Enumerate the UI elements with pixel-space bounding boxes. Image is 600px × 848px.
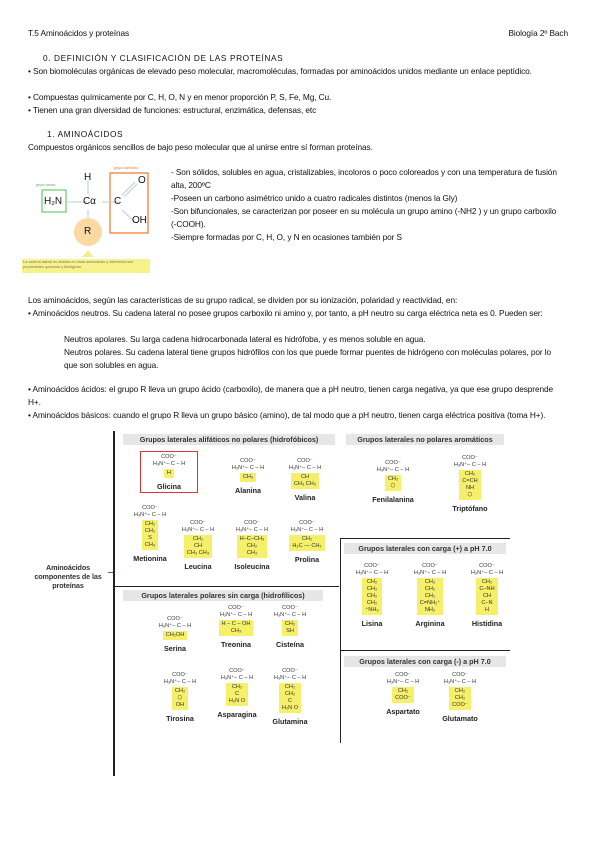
amino-acid-name: Glutamato — [442, 714, 478, 723]
side-chain-highlight — [291, 473, 319, 489]
amino-group-label: grupo amino — [36, 183, 56, 187]
alpha-carbon-group: H₃N⁺– C – H — [163, 679, 197, 685]
amino-acid-17 — [457, 563, 517, 627]
alpha-carbon-group: H₃N⁺– C – H — [231, 465, 265, 471]
amino-acid-7 — [145, 616, 205, 652]
side-chain-highlight — [164, 469, 174, 478]
side-chain-line: CH₂ — [284, 684, 296, 690]
side-chain-highlight — [163, 631, 188, 640]
atom-oh: OH — [132, 215, 147, 226]
property-2: -Poseen un carbono asimétrico unido a cuatro radicales distintos (menos la Gly) — [171, 193, 458, 203]
side-chain-line: CH₃ — [230, 628, 242, 634]
side-chain-line: ⬡ — [390, 483, 396, 489]
amino-acid-6 — [277, 520, 337, 563]
carboxylate-group: COO⁻ — [167, 616, 183, 622]
side-chain-line: CH₃ — [242, 474, 254, 480]
panel-aliphatic-title: Grupos laterales alifáticos no polares (hidrofóbicos) — [123, 434, 335, 445]
table-divider — [340, 650, 510, 651]
side-chain-highlight — [240, 473, 256, 482]
carboxylate-group: COO⁻ — [385, 460, 401, 466]
side-chain-line: CH — [300, 474, 310, 480]
carboxylate-group: COO⁻ — [479, 563, 495, 569]
carboxylate-group: COO⁻ — [229, 668, 245, 674]
alpha-carbon-group: H₃N⁺– C – H — [443, 679, 477, 685]
side-chain-note: La cadena lateral es distinta en cada aminoácido y determina sus propiedades químicas y biológicas — [23, 260, 134, 269]
carboxylate-group: COO⁻ — [161, 454, 177, 460]
side-chain-line: CH₂ — [284, 621, 296, 627]
side-chain-line: H₂C — CH₂ — [292, 543, 322, 549]
side-chain-line: H–C–CH₃ — [239, 536, 265, 542]
carboxylate-group: COO⁻ — [142, 505, 158, 511]
carboxylate-group: COO⁻ — [364, 563, 380, 569]
panel-negative-title: Grupos laterales con carga (-) a pH 7.0 — [344, 656, 506, 667]
side-chain-line: SH — [286, 628, 294, 634]
panel-aromatic-title: Grupos laterales no polares aromáticos — [346, 434, 504, 445]
carboxylate-group: COO⁻ — [299, 520, 315, 526]
table-divider — [340, 538, 341, 743]
amino-acid-name: Leucina — [184, 562, 212, 571]
side-chain-line: ⬡ — [467, 492, 473, 498]
alpha-carbon-group: H₃N⁺– C – H — [413, 570, 447, 576]
amino-acid-name: Serina — [164, 644, 186, 653]
header-course: Biología 2º Bach — [508, 28, 568, 38]
amino-acid-13 — [363, 460, 423, 503]
side-chain-highlight — [142, 520, 158, 550]
amino-acid-name: Arginina — [415, 619, 445, 628]
acidic-aa-text: • Aminoácidos ácidos: el grupo R lleva un grupo ácido (carboxilo), de manera que a pH neutro, tienen carga negativa, ya que ese grupo desprende H+. — [28, 384, 554, 407]
side-chain-line: CH₂ — [301, 536, 313, 542]
amino-acid-name: Fenilalanina — [372, 495, 414, 504]
panel-polar-title: Grupos laterales polares sin carga (hidrofílicos) — [123, 590, 323, 601]
atom-o: O — [138, 175, 146, 186]
side-chain-line: CH₂OH — [165, 632, 185, 638]
side-chain-highlight — [459, 470, 480, 500]
side-chain-line: CH₂ — [464, 471, 476, 477]
side-chain-line: CH₂ — [481, 579, 493, 585]
section-1-title: 1. AMINOÁCIDOS — [47, 129, 124, 139]
side-chain-highlight — [385, 475, 401, 491]
side-chain-line: CH — [482, 593, 492, 599]
amino-acid-name: Asparagina — [217, 710, 257, 719]
side-chain-line: CH₃ CH₃ — [293, 481, 317, 487]
amino-acid-name: Triptófano — [452, 504, 488, 513]
amino-acid-name: Lisina — [361, 619, 383, 628]
carboxylate-group: COO⁻ — [395, 672, 411, 678]
side-chain-line: COO⁻ — [452, 702, 468, 708]
section-0-title: 0. DEFINICIÓN Y CLASIFICACIÓN DE LAS PROTEÍNAS — [43, 53, 284, 63]
side-chain-line: H₂N O — [281, 705, 299, 711]
amino-acid-2 — [275, 458, 335, 501]
side-chain-line: C — [234, 691, 240, 697]
carboxylate-group: COO⁻ — [297, 458, 313, 464]
amino-acid-0 — [140, 451, 198, 493]
side-chain-highlight — [417, 578, 444, 615]
side-chain-line: C–N — [481, 600, 493, 606]
alpha-carbon-group: H₃N⁺– C – H — [376, 467, 410, 473]
alpha-carbon-group: H₃N⁺– C – H — [158, 623, 192, 629]
bullet-3: • Tienen una gran diversidad de funciones: estructural, enzimática, defensas, etc — [28, 105, 317, 115]
alpha-carbon-group: H₃N⁺– C – H — [152, 461, 186, 467]
nonpolar-text: Neutros apolares. Su larga cadena hidrocarbonada lateral es hidrófoba, y es menos soluble en agua. — [64, 334, 426, 344]
alpha-carbon-group: H₃N⁺– C – H — [235, 527, 269, 533]
side-chain-line: CH₂ — [366, 586, 378, 592]
side-chain-line: CH₃ CH₃ — [186, 550, 210, 556]
side-chain-line: CH₂ — [424, 579, 436, 585]
table-side-label: Aminoácidos componentes de las proteínas — [34, 563, 102, 590]
side-chain-line: COO⁻ — [395, 695, 411, 701]
side-chain-line: CH₂ — [387, 476, 399, 482]
side-chain-highlight — [184, 535, 212, 558]
amino-acid-11 — [207, 668, 267, 718]
bullet-1: • Son biomoléculas orgánicas de elevado peso molecular, macromoléculas, formadas por aminoácidos unidos mediante un enlace peptídico. — [28, 66, 532, 76]
side-chain-line: H – C – OH — [221, 621, 251, 627]
side-chain-line: H — [484, 607, 490, 613]
carboxylate-group: COO⁻ — [240, 458, 256, 464]
carboxylate-group: COO⁻ — [282, 605, 298, 611]
side-chain-line: CH₂ — [144, 528, 156, 534]
side-chain-highlight — [279, 683, 301, 713]
side-chain-line: C=NH₂⁺ — [419, 600, 441, 606]
property-3: -Son bifuncionales, se caracterizan por poseer en su molécula un grupo amino (-NH2 ) y un grupo carboxilo (-COOH). — [171, 206, 557, 229]
amino-acid-name: Prolina — [294, 555, 320, 564]
alpha-carbon-group: H₃N⁺– C – H — [470, 570, 504, 576]
alpha-carbon-group: H₃N⁺– C – H — [273, 612, 307, 618]
amino-acid-name: Treonina — [221, 640, 251, 649]
side-chain-line: CH₂ — [284, 691, 296, 697]
alpha-carbon-group: H₃N⁺– C – H — [453, 462, 487, 468]
side-chain-line: CH₂ — [144, 521, 156, 527]
side-chain-highlight — [362, 578, 381, 615]
amino-acid-16 — [400, 563, 460, 627]
side-chain-line: CH₂ — [454, 688, 466, 694]
amino-acid-1 — [218, 458, 278, 494]
atom-c-alpha: Cα — [83, 196, 96, 207]
alpha-carbon-group: H₃N⁺– C – H — [355, 570, 389, 576]
amino-acid-name: Valina — [294, 493, 316, 502]
atom-h: H — [84, 172, 92, 183]
side-chain-line: C–NH — [479, 586, 495, 592]
amino-acid-15 — [342, 563, 402, 627]
side-chain-line: CH₃ — [246, 550, 258, 556]
side-chain-highlight — [237, 535, 268, 558]
side-chain-line: CH₂ — [366, 593, 378, 599]
side-chain-line: C=CH — [462, 478, 478, 484]
side-chain-line: CH₂ — [366, 600, 378, 606]
amino-acid-name: Glutamina — [272, 717, 308, 726]
side-chain-line: CH₂ — [246, 543, 258, 549]
amino-acid-name: Glicina — [157, 482, 181, 491]
side-chain-highlight — [392, 687, 414, 703]
amino-acid-19 — [430, 672, 490, 722]
property-4: -Siempre formadas por C, H, O, y N en ocasiones también por S — [171, 232, 402, 242]
amino-acid-name: Metionina — [133, 554, 167, 563]
amino-acid-18 — [373, 672, 433, 715]
side-chain-line: CH₂ — [192, 536, 204, 542]
table-divider — [340, 538, 510, 539]
property-1: - Son sólidos, solubles en agua, cristalizables, incoloros o poco coloreados y con una temperatura de fusión alta, 200ºC — [171, 167, 557, 190]
carboxylate-group: COO⁻ — [190, 520, 206, 526]
alpha-carbon-group: H₃N⁺– C – H — [133, 512, 167, 518]
table-divider — [114, 586, 339, 587]
panel-positive-title: Grupos laterales con carga (+) a pH 7.0 — [344, 543, 506, 554]
amino-acid-name: Alanina — [235, 486, 261, 495]
amino-acid-4 — [168, 520, 228, 570]
side-chain-highlight — [289, 535, 324, 551]
side-chain-line: CH₂ — [454, 695, 466, 701]
side-chain-highlight — [219, 620, 254, 636]
side-chain-line: CH₃ — [144, 542, 156, 548]
amino-acid-name: Cisteína — [276, 640, 304, 649]
atom-c: C — [114, 196, 122, 207]
side-chain-line: CH — [193, 543, 203, 549]
side-chain-line: CH₂ — [366, 579, 378, 585]
bullet-2: • Compuestas químicamente por C, H, O, N y en menor proporción P, S, Fe, Mg, Cu. — [28, 92, 332, 102]
side-chain-line: H — [166, 470, 172, 476]
classification-intro: Los aminoácidos, según las características de su grupo radical, se dividen por su ionización, polaridad y reactividad, en: — [28, 295, 458, 305]
alpha-carbon-group: H₃N⁺– C – H — [273, 675, 307, 681]
alpha-carbon-group: H₃N⁺– C – H — [219, 612, 253, 618]
side-chain-highlight — [226, 683, 248, 706]
side-chain-line: C — [287, 698, 293, 704]
amino-acid-10 — [150, 672, 210, 722]
amino-acid-5 — [222, 520, 282, 570]
side-chain-line: ⬡ — [177, 695, 183, 701]
carboxylate-group: COO⁻ — [244, 520, 260, 526]
side-chain-highlight — [449, 687, 471, 710]
side-chain-r: R — [84, 226, 92, 237]
amino-acid-12 — [260, 668, 320, 725]
side-chain-line: H₂N O — [228, 698, 246, 704]
side-chain-line: CH₂ — [231, 684, 243, 690]
carboxylate-group: COO⁻ — [282, 668, 298, 674]
carboxylate-group: COO⁻ — [172, 672, 188, 678]
side-chain-line: CH₂ — [397, 688, 409, 694]
amino-acid-name: Isoleucina — [234, 562, 270, 571]
side-chain-line: OH — [175, 702, 185, 708]
amino-acid-name: Aspartato — [386, 707, 420, 716]
amino-acid-name: Tirosina — [166, 714, 194, 723]
carboxylate-group: COO⁻ — [462, 455, 478, 461]
carboxylate-group: COO⁻ — [452, 672, 468, 678]
alpha-carbon-group: H₃N⁺– C – H — [386, 679, 420, 685]
neutral-aa-text: • Aminoácidos neutros. Su cadena lateral no posee grupos carboxilo ni amino y, por tanto, a pH neutro su carga eléctrica neta es 0. Pueden ser: — [28, 308, 543, 318]
side-chain-line: S — [148, 535, 152, 541]
amino-acid-name: Histidina — [471, 619, 503, 628]
side-chain-line: CH₂ — [424, 593, 436, 599]
amino-acid-9 — [260, 605, 320, 648]
amino-acid-14 — [440, 455, 500, 512]
side-chain-highlight — [282, 620, 298, 636]
basic-aa-text: • Aminoácidos básicos: cuando el grupo R lleva un grupo básico (amino), de tal modo que a pH neutro, tienen carga eléctrica positiva (toma H+). — [28, 410, 546, 420]
side-chain-line: CH₂ — [424, 586, 436, 592]
alpha-carbon-group: H₃N⁺– C – H — [181, 527, 215, 533]
carboxylate-group: COO⁻ — [422, 563, 438, 569]
atom-h2n: H₂N — [44, 196, 63, 207]
section-1-intro: Compuestos orgánicos sencillos de bajo peso molecular que al unirse entre sí forman proteínas. — [28, 142, 373, 152]
header-title: T.5 Aminoácidos y proteínas — [28, 28, 130, 38]
carboxylate-group: COO⁻ — [228, 605, 244, 611]
side-chain-line: NH — [465, 485, 475, 491]
alpha-carbon-group: H₃N⁺– C – H — [220, 675, 254, 681]
polar-text: Neutros polares. Su cadena lateral tiene grupos hidrófilos con los que puede formar puentes de hidrógeno con moléculas polares, por lo que son solubles en agua. — [64, 347, 552, 370]
amino-acid-8 — [206, 605, 266, 648]
side-chain-line: ⁺NH₃ — [365, 607, 379, 613]
side-chain-line: NH₂ — [424, 607, 436, 613]
table-divider — [113, 431, 115, 776]
alpha-carbon-group: H₃N⁺– C – H — [290, 527, 324, 533]
side-chain-highlight — [172, 687, 188, 710]
alpha-carbon-group: H₃N⁺– C – H — [288, 465, 322, 471]
side-chain-highlight — [476, 578, 497, 615]
carboxyl-group-label: grupo carboxilo — [114, 166, 138, 170]
side-chain-line: CH₂ — [174, 688, 186, 694]
